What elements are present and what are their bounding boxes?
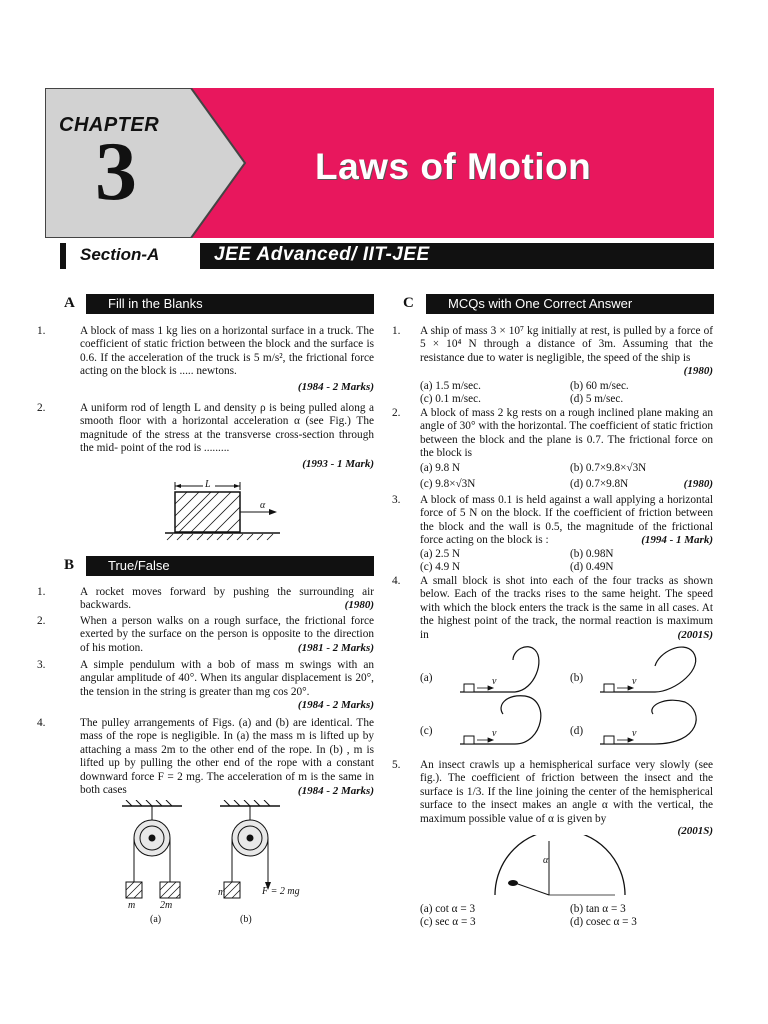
question-text: A small block is shot into each of the four tracks as shown below. Each of the tracks rises to the same height. The speed with which the block enters the track is the same in all cases. At the highest point of the track, the normal reaction is maximum in [420,575,713,641]
rod-length-label: L [205,479,211,490]
option: (c) [420,725,433,737]
option: (d) [570,725,584,737]
hemisphere-figure [485,835,635,903]
option: (a) [420,672,433,684]
pulley-mass-2m-label: 2m [160,900,173,911]
pulley-force-label: F = 2 mg [262,886,300,897]
question-number: 2. [37,615,46,627]
question-number: 1. [392,325,401,337]
question-marks: (1984 - 2 Marks) [297,699,374,711]
question-text: A simple pendulum with a bob of mass m swings with an angular amplitude of 40°. When its angular displacement is 20°, the tension in the string is greater than mg cos 20°. [80,659,374,698]
track-velocity-label: v [492,728,497,739]
question-number: 3. [392,494,401,506]
question-text: The pulley arrangements of Figs. (a) and (b) are identical. The mass of the rope is negligible. In (a) the mass m is lifted up by attaching a mass 2m to the other end of the rope. In (b) , m is lifted up by pulling the other end of the rope with a constant downward force F = 2 mg. The acceleration of m is the same in both cases [80,717,374,797]
option: (c) 0.1 m/sec. [420,393,481,405]
question-number: 1. [37,325,46,337]
question-number: 4. [392,575,401,587]
option: (a) 9.8 N [420,462,461,474]
track-velocity-label: v [492,676,497,687]
option: (d) 0.49N [570,561,614,573]
option: (b) 0.98N [570,548,614,560]
subsection-title-mcq: MCQs with One Correct Answer [426,294,714,314]
pulley-b-mass-label: m [218,887,226,898]
question-marks: (2001S) [677,629,713,641]
question-text: A block of mass 0.1 is held against a wall applying a horizontal force of 5 N on the block. If the coefficient of friction between the block and the wall is 0.5, the magnitude of the frictional force acting on the block is : [420,494,713,547]
chapter-number: 3 [95,125,137,218]
option: (c) 4.9 N [420,561,461,573]
pulley-caption-a: (a) [150,914,162,925]
pulley-caption-b: (b) [240,914,252,925]
question-marks: (1994 - 1 Mark) [641,534,713,546]
option: (a) 2.5 N [420,548,461,560]
subsection-letter-b: B [64,557,75,573]
question-marks: (1980) [683,365,713,377]
option: (c) sec α = 3 [420,916,476,928]
option: (b) 0.7×9.8×√3N [570,462,647,474]
question-number: 1. [37,586,46,598]
rod-figure [155,474,290,544]
question-text: When a person walks on a rough surface, the frictional force exerted by the surface on the person is opposite to the direction of his motion. [80,615,374,654]
question-text: A uniform rod of length L and density ρ is being pulled along a smooth floor with a horizontal acceleration α (see Fig.) The magnitude of the stress at the transverse cross-section through the mid- point of the rod is ......... [80,402,374,455]
subsection-letter-c: C [403,295,414,311]
question-marks: (1984 - 2 Marks) [297,381,374,393]
option: (a) cot α = 3 [420,903,476,915]
option: (c) 9.8×√3N [420,478,476,490]
option: (b) tan α = 3 [570,903,626,915]
question-marks: (1980) [344,599,374,611]
subsection-title-true-false: True/False [86,556,374,576]
question-marks: (2001S) [677,825,713,837]
option: (d) 0.7×9.8N [570,478,629,490]
option: (a) 1.5 m/sec. [420,380,481,392]
question-text: A rocket moves forward by pushing the surrounding air backwards. [80,586,374,612]
question-marks: (1981 - 2 Marks) [297,642,374,654]
pulley-mass-m-label: m [128,900,136,911]
rod-accel-label: α [260,500,266,511]
question-text: A ship of mass 3 × 10⁷ kg initially at rest, is pulled by a force of 5 × 10⁴ N through a distance of 3m. Assuming that the resistance due to water is negligible, the speed of the ship is [420,325,713,364]
hemisphere-angle-label: α [543,855,549,866]
question-number: 3. [37,659,46,671]
question-marks: (1984 - 2 Marks) [297,785,374,797]
option: (b) 60 m/sec. [570,380,629,392]
chapter-header [45,88,714,238]
tracks-figure [455,640,715,758]
option: (d) cosec α = 3 [570,916,637,928]
question-number: 2. [37,402,46,414]
subsection-letter-a: A [64,295,75,311]
question-number: 2. [392,407,401,419]
exam-label: JEE Advanced/ IIT-JEE [214,244,430,265]
section-bar [60,243,714,269]
subsection-title-fill-blanks: Fill in the Blanks [86,294,374,314]
question-text: A block of mass 1 kg lies on a horizontal surface in a truck. The coefficient of static friction between the block and the surface is 0.6. If the acceleration of the truck is 5 m/s², the frictional force acting on the block is ..... newtons. [80,325,374,378]
track-velocity-label: v [632,676,637,687]
question-number: 4. [37,717,46,729]
question-marks: (1980) [683,478,713,490]
option: (b) [570,672,584,684]
option: (d) 5 m/sec. [570,393,624,405]
track-velocity-label: v [632,728,637,739]
question-text: A block of mass 2 kg rests on a rough inclined plane making an angle of 30° with the horizontal. The coefficient of static friction between the block and the plane is 0.7. The frictional force on the block is [420,407,713,460]
chapter-title: Laws of Motion [315,146,592,187]
section-bar-marker [60,243,66,269]
chapter-label: CHAPTER [59,114,160,136]
question-number: 5. [392,759,401,771]
question-text: An insect crawls up a hemispherical surface very slowly (see fig.). The coefficient of friction between the insect and the surface is 1/3. If the line joining the center of the hemispherical surface to the insect makes an angle α with the vertical, the maximum possible value of α is given by [420,759,713,825]
section-label: Section-A [80,245,160,264]
question-marks: (1993 - 1 Mark) [302,458,374,470]
